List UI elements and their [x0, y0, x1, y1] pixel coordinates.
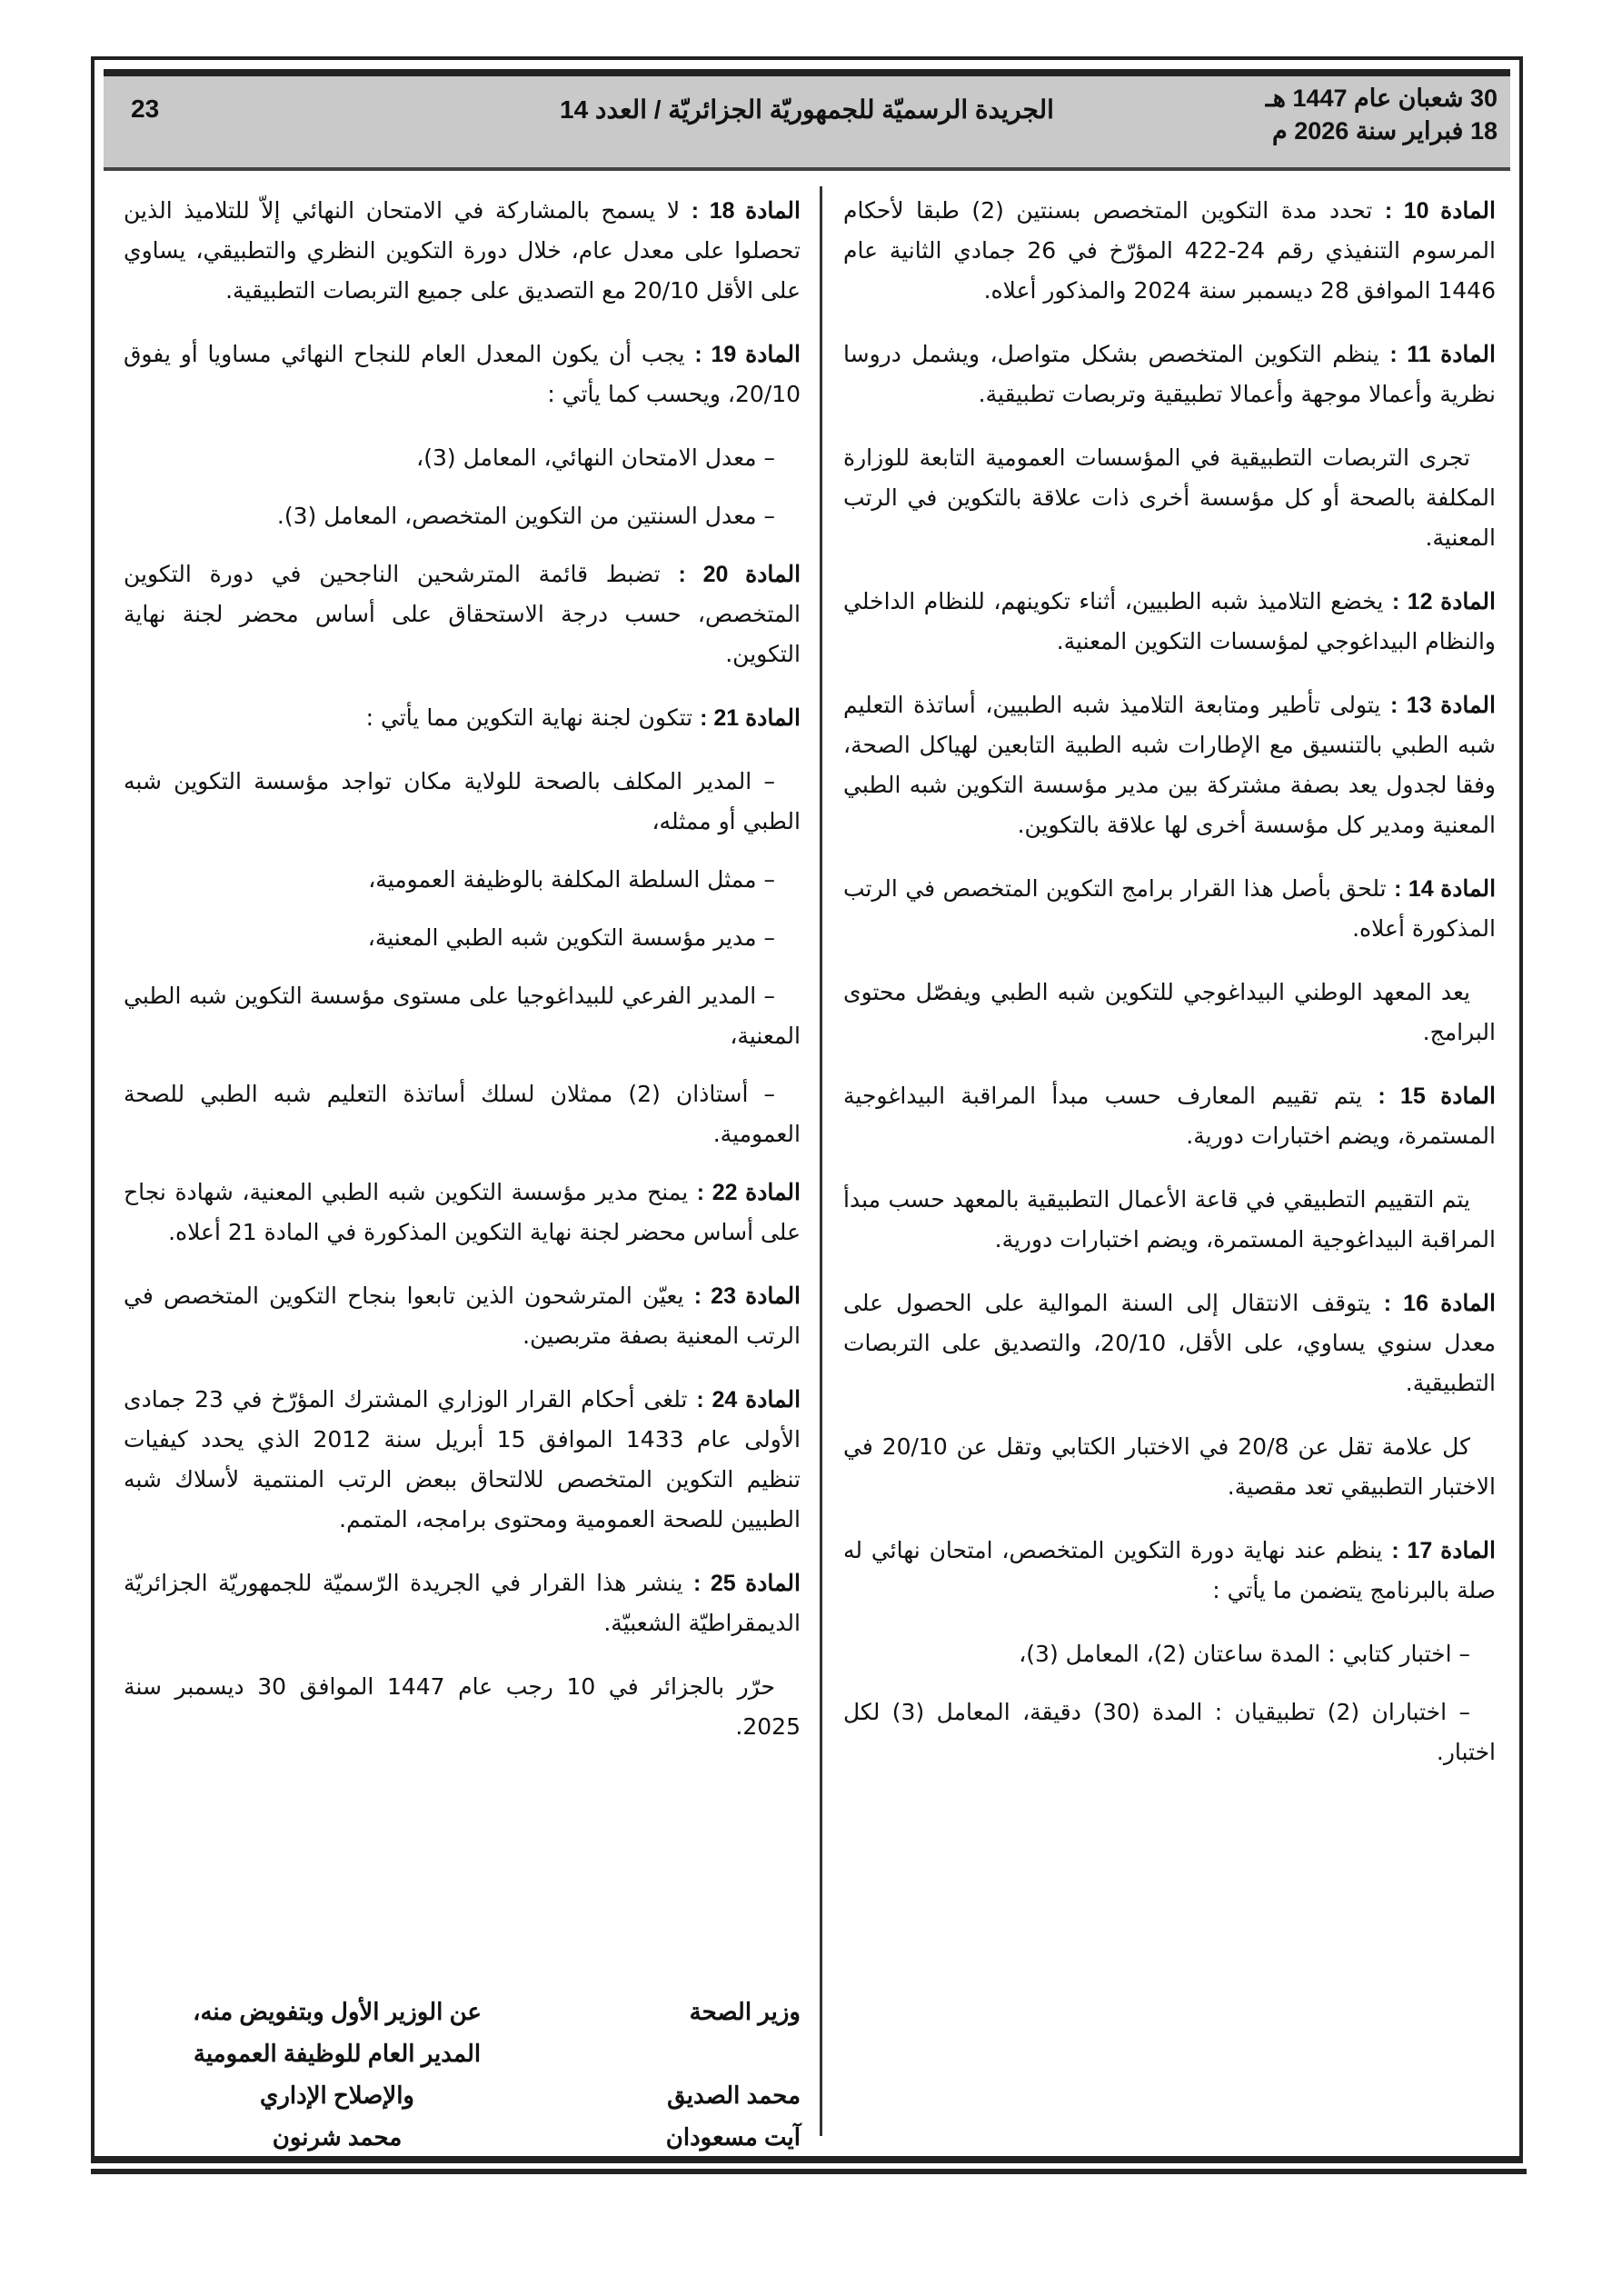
paragraph-text: – المدير الفرعي للبيداغوجيا على مستوى مؤسسة التكوين شبه الطبي المعنية،	[124, 983, 801, 1049]
article-paragraph	[124, 554, 801, 674]
journal-title: الجريدة الرسميّة للجمهوريّة الجزائريّة / العدد 14	[560, 95, 1054, 124]
article-paragraph	[843, 685, 1496, 845]
article-label: المادة 16 :	[1383, 1291, 1496, 1316]
article-label: المادة 23 :	[693, 1283, 801, 1309]
signature-civil-service	[124, 1991, 551, 2158]
article-label: المادة 22 :	[696, 1180, 801, 1205]
article-paragraph	[124, 1563, 801, 1643]
article-paragraph	[843, 1531, 1496, 1611]
article-label: المادة 14 :	[1394, 876, 1497, 902]
article-label: المادة 12 :	[1391, 589, 1496, 614]
paragraph-text: تجرى التربصات التطبيقية في المؤسسات العمومية التابعة للوزارة المكلفة بالصحة أو كل مؤسسة أخرى ذات علاقة بالتكوين في الرتب المعنية.	[843, 444, 1496, 551]
article-paragraph	[124, 1380, 801, 1540]
list-item	[124, 438, 801, 478]
paragraph-text: تلغى أحكام القرار الوزاري المشترك المؤرّخ في 23 جمادى الأولى عام 1433 الموافق 15 أبريل سنة 2012 الذي يحدد كيفيات تنظيم التكوين المتخصص للالتحاق ببعض الرتب المنتمية لأسلاك شبه الطبيين للصحة العمومية ومحتوى برامجه، المتمم.	[124, 1386, 801, 1532]
article-paragraph	[843, 582, 1496, 662]
paragraph-text: يجب أن يكون المعدل العام للنجاح النهائي مساويا أو يفوق 20/10، ويحسب كما يأتي :	[124, 341, 801, 407]
list-item	[843, 1634, 1496, 1674]
article-paragraph	[124, 1276, 801, 1356]
paragraph-text: يتم التقييم التطبيقي في قاعة الأعمال التطبيقية بالمعهد حسب مبدأ المراقبة البيداغوجية المستمرة، ويضم اختبارات دورية.	[843, 1186, 1496, 1253]
list-item	[124, 976, 801, 1056]
list-item	[124, 860, 801, 900]
signature-title: المدير العام للوظيفة العمومية	[193, 2040, 482, 2067]
signature-name: محمد شرنون	[272, 2123, 403, 2151]
paragraph-text: ينظم التكوين المتخصص بشكل متواصل، ويشمل دروسا نظرية وأعمالا موجهة وأعمالا تطبيقية وتربصات تطبيقية.	[843, 341, 1496, 407]
paragraph-text: ينظم عند نهاية دورة التكوين المتخصص، امتحان نهائي له صلة بالبرنامج يتضمن ما يأتي :	[843, 1537, 1496, 1603]
paragraph-text: – اختبار كتابي : المدة ساعتان (2)، المعامل (3)،	[1019, 1641, 1470, 1667]
date-gregorian: 18 فبراير سنة 2026 م	[1272, 117, 1498, 145]
article-label: المادة 18 :	[691, 198, 801, 224]
signature-name: محمد الصديق	[667, 2081, 801, 2109]
article-paragraph	[843, 334, 1496, 414]
article-label: المادة 15 :	[1378, 1083, 1496, 1109]
bottom-rule	[91, 2169, 1527, 2174]
article-paragraph	[843, 191, 1496, 311]
paragraph-text: يتوقف الانتقال إلى السنة الموالية على الحصول على معدل سنوي يساوي، على الأقل، 20/10، والتصديق على التربصات التطبيقية.	[843, 1290, 1496, 1396]
paragraph	[843, 1427, 1496, 1507]
paragraph-text: لا يسمح بالمشاركة في الامتحان النهائي إلاّ للتلاميذ الذين تحصلوا على معدل عام، خلال دورة التكوين النظري والتطبيقي، يساوي على الأقل 20/10 مع التصديق على جميع التربصات التطبيقية.	[124, 197, 801, 304]
article-label: المادة 24 :	[696, 1387, 801, 1413]
paragraph-text: يتولى تأطير ومتابعة التلاميذ شبه الطبيين، أساتذة التعليم شبه الطبي بالتنسيق مع الإطارات شبه الطبية التابعين لهياكل الصحة، وفقا لجدول يعد بصفة مشتركة بين مدير مؤسسة التكوين شبه الطبي المعنية ومدير كل مؤسسة أخرى لها علاقة بالتكوين.	[843, 692, 1496, 838]
article-label: المادة 13 :	[1389, 693, 1496, 718]
paragraph-text: – اختباران (2) تطبيقيان : المدة (30) دقيقة، المعامل (3) لكل اختبار.	[843, 1699, 1496, 1765]
paragraph-text: ينشر هذا القرار في الجريدة الرّسميّة للجمهوريّة الجزائريّة الديمقراطيّة الشعبيّة.	[124, 1570, 801, 1636]
paragraph-text: يعيّن المترشحون الذين تابعوا بنجاح التكوين المتخصص في الرتب المعنية بصفة متربصين.	[124, 1283, 801, 1349]
paragraph-text: يعد المعهد الوطني البيداغوجي للتكوين شبه الطبي ويفصّل محتوى البرامج.	[843, 979, 1496, 1045]
paragraph-text: تتكون لجنة نهاية التكوين مما يأتي :	[365, 704, 701, 731]
article-paragraph	[843, 869, 1496, 949]
list-item	[124, 496, 801, 536]
column-divider	[820, 186, 822, 2136]
paragraph-text: كل علامة تقل عن 20/8 في الاختبار الكتابي وتقل عن 20/10 في الاختبار التطبيقي تعد مقصية.	[843, 1433, 1496, 1500]
right-column	[843, 191, 1496, 1791]
paragraph-text: يخضع التلاميذ شبه الطبيين، أثناء تكوينهم، للنظام الداخلي والنظام البيداغوجي لمؤسسات التكوين المعنية.	[843, 588, 1496, 654]
article-label: المادة 17 :	[1391, 1538, 1496, 1563]
list-item	[124, 762, 801, 842]
article-paragraph	[124, 191, 801, 311]
date-hijri: 30 شعبان عام 1447 هـ	[1265, 85, 1498, 112]
article-label: المادة 20 :	[678, 562, 801, 587]
page-number: 23	[131, 95, 160, 123]
paragraph-text: تضبط قائمة المترشحين الناجحين في دورة التكوين المتخصص، حسب درجة الاستحقاق على أساس محضر لجنة نهاية التكوين.	[124, 561, 801, 667]
paragraph-text: – أستاذان (2) ممثلان لسلك أساتذة التعليم شبه الطبي للصحة العمومية.	[124, 1081, 801, 1147]
page-header	[104, 69, 1510, 171]
paragraph-text: يتم تقييم المعارف حسب مبدأ المراقبة البيداغوجية المستمرة، ويضم اختبارات دورية.	[843, 1083, 1496, 1149]
left-column	[124, 191, 801, 1771]
paragraph	[843, 973, 1496, 1053]
list-item	[124, 1074, 801, 1154]
article-label: المادة 11 :	[1389, 342, 1496, 367]
signature-name: آيت مسعودان	[665, 2123, 801, 2151]
article-label: المادة 19 :	[694, 342, 801, 367]
article-label: المادة 21 :	[700, 705, 801, 731]
article-label: المادة 25 :	[692, 1571, 801, 1596]
paragraph-text: – معدل السنتين من التكوين المتخصص، المعامل (3).	[276, 503, 775, 529]
paragraph	[124, 1667, 801, 1747]
paragraph-text: يمنح مدير مؤسسة التكوين شبه الطبي المعنية، شهادة نجاح على أساس محضر لجنة نهاية التكوين المذكورة في المادة 21 أعلاه.	[124, 1179, 801, 1245]
article-label: المادة 10 :	[1384, 198, 1496, 224]
paragraph-text: حرّر بالجزائر في 10 رجب عام 1447 الموافق 30 ديسمبر سنة 2025.	[124, 1673, 801, 1740]
paragraph	[843, 1180, 1496, 1260]
paragraph-text: – ممثل السلطة المكلفة بالوظيفة العمومية،	[368, 866, 775, 893]
paragraph-text: – المدير المكلف بالصحة للولاية مكان تواجد مؤسسة التكوين شبه الطبي أو ممثله،	[124, 768, 801, 834]
article-paragraph	[124, 1173, 801, 1253]
signature-health-minister	[592, 1991, 801, 2158]
paragraph-text: – مدير مؤسسة التكوين شبه الطبي المعنية،	[367, 924, 775, 951]
paragraph-text: تحدد مدة التكوين المتخصص بسنتين (2) طبقا لأحكام المرسوم التنفيذي رقم 24-422 المؤرّخ في 26 جمادي الثانية عام 1446 الموافق 28 ديسمبر سنة 2024 والمذكور أعلاه.	[843, 197, 1496, 304]
article-paragraph	[843, 1076, 1496, 1156]
paragraph-text: – معدل الامتحان النهائي، المعامل (3)،	[416, 444, 775, 471]
signature-title: وزير الصحة	[689, 1998, 801, 2025]
paragraph	[843, 438, 1496, 558]
article-paragraph	[843, 1283, 1496, 1403]
list-item	[124, 918, 801, 958]
signature-title: والإصلاح الإداري	[260, 2081, 414, 2109]
signature-title: عن الوزير الأول وبتفويض منه،	[193, 1998, 482, 2025]
paragraph-text: تلحق بأصل هذا القرار برامج التكوين المتخصص في الرتب المذكورة أعلاه.	[843, 875, 1496, 942]
list-item	[843, 1692, 1496, 1772]
article-paragraph	[124, 334, 801, 414]
article-paragraph	[124, 698, 801, 738]
